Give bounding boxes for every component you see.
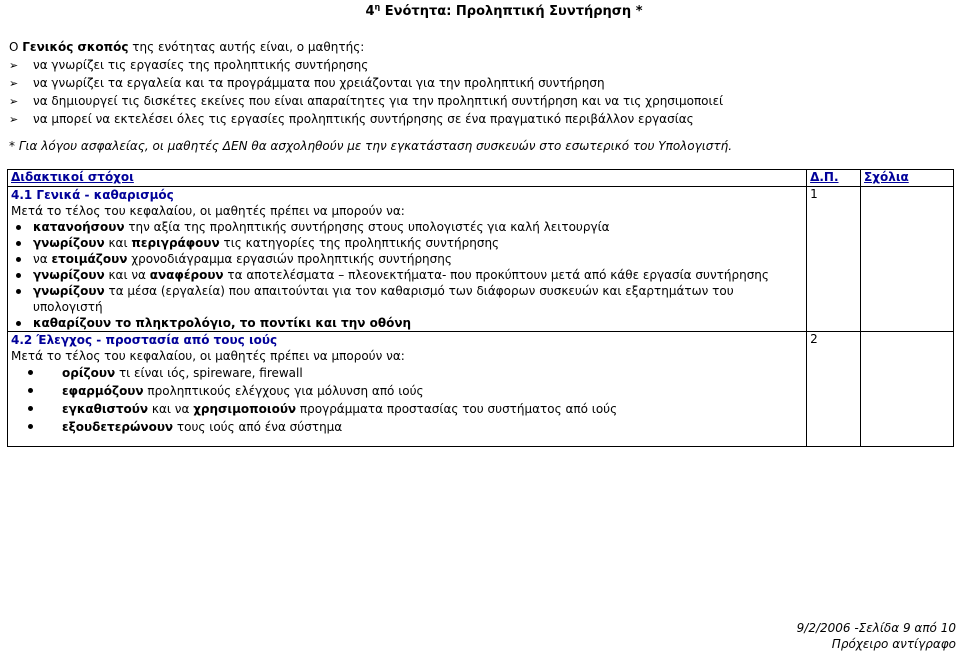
section-intro: Μετά το τέλος του κεφαλαίου, οι μαθητές πρέπει να μπορούν να: — [11, 204, 405, 218]
table-header-row — [8, 170, 954, 187]
arrow-bullet-icon: ➢ — [9, 59, 19, 72]
section-intro: Μετά το τέλος του κεφαλαίου, οι μαθητές πρέπει να μπορούν να: — [11, 349, 405, 363]
arrow-bullet-icon: ➢ — [9, 77, 19, 90]
intro-section — [9, 38, 723, 128]
intro-item: ➢ να δημιουργεί τις δισκέτες εκείνες που είναι απαραίτητες για την προληπτική συντήρηση και να τις χρησιμοποιεί — [9, 92, 723, 110]
list-item: εφαρμόζουν προληπτικούς ελέγχους για μόλυνση από ιούς — [62, 382, 803, 400]
dp-value: 1 — [807, 187, 861, 332]
section-title: 4.1 Γενικά - καθαρισμός — [11, 188, 174, 202]
table-row — [8, 332, 954, 447]
dp-value: 2 — [807, 332, 861, 447]
list-item: να ετοιμάζουν χρονοδιάγραμμα εργασιών προληπτικής συντήρησης — [33, 251, 803, 267]
title-superscript: η — [374, 3, 381, 12]
page-footer — [797, 620, 956, 652]
arrow-bullet-icon: ➢ — [9, 113, 19, 126]
arrow-bullet-icon: ➢ — [9, 95, 19, 108]
table-row — [8, 187, 954, 332]
bullet-icon — [16, 241, 21, 246]
page-title — [0, 0, 960, 20]
title-text: Ενότητα: Προληπτική Συντήρηση * — [384, 4, 643, 20]
bullet-icon — [28, 388, 33, 393]
safety-note: * Για λόγου ασφαλείας, οι μαθητές ΔΕΝ θα ασχοληθούν με την εγκατάσταση συσκευών στο εσωτερικό του Υπολογιστή. — [9, 139, 733, 153]
bullet-icon — [16, 273, 21, 278]
objective-list — [11, 364, 803, 436]
list-item: κατανοήσουν την αξία της προληπτικής συντήρησης στους υπολογιστές για καλή λειτουργία — [33, 219, 803, 235]
section-cell — [8, 332, 807, 447]
list-item: καθαρίζουν το πληκτρολόγιο, το ποντίκι και την οθόνη — [33, 315, 803, 331]
list-item: γνωρίζουν και περιγράφουν τις κατηγορίες της προληπτικής συντήρησης — [33, 235, 803, 251]
list-item: ορίζουν τι είναι ιός, spireware, firewall — [62, 364, 803, 382]
header-goals: Διδακτικοί στόχοι — [8, 170, 807, 187]
bullet-icon — [28, 424, 33, 429]
footer-draft-label: Πρόχειρο αντίγραφο — [831, 637, 956, 651]
general-purpose-label: Γενικός σκοπός — [22, 40, 129, 54]
bullet-icon — [16, 289, 21, 294]
list-item: γνωρίζουν τα μέσα (εργαλεία) που απαιτούνται για τον καθαρισμό των διάφορων συσκευών και εξαρτημάτων του υπολογιστή — [33, 283, 803, 315]
list-item: εγκαθιστούν και να χρησιμοποιούν προγράμματα προστασίας του συστήματος από ιούς — [62, 400, 803, 418]
bullet-icon — [16, 321, 21, 326]
goals-table — [7, 169, 954, 447]
intro-item: ➢ να γνωρίζει τις εργασίες της προληπτικής συντήρησης — [9, 56, 723, 74]
list-item: εξουδετερώνουν τους ιούς από ένα σύστημα — [62, 418, 803, 436]
bullet-icon — [16, 225, 21, 230]
header-dp: Δ.Π. — [807, 170, 861, 187]
comments-cell — [861, 187, 954, 332]
list-item: γνωρίζουν και να αναφέρουν τα αποτελέσματα – πλεονεκτήματα- που προκύπτουν μετά από κάθε εργασία συντήρησης — [33, 267, 803, 283]
intro-lead: Ο Γενικός σκοπός της ενότητας αυτής είναι, ο μαθητής: — [9, 40, 365, 54]
comments-cell — [861, 332, 954, 447]
footer-date-page: 9/2/2006 -Σελίδα 9 από 10 — [796, 621, 956, 635]
header-comments: Σχόλια — [861, 170, 954, 187]
section-cell — [8, 187, 807, 332]
bullet-icon — [28, 370, 33, 375]
section-title: 4.2 Έλεγχος - προστασία από τους ιούς — [11, 333, 278, 347]
bullet-icon — [16, 257, 21, 262]
title-number: 4 — [365, 4, 375, 20]
bullet-icon — [28, 406, 33, 411]
intro-item: ➢ να μπορεί να εκτελέσει όλες τις εργασίες προληπτικής συντήρησης σε ένα πραγματικό περιβάλλον εργασίας — [9, 110, 723, 128]
intro-item: ➢ να γνωρίζει τα εργαλεία και τα προγράμματα που χρειάζονται για την προληπτική συντήρηση — [9, 74, 723, 92]
objective-list — [11, 219, 803, 331]
